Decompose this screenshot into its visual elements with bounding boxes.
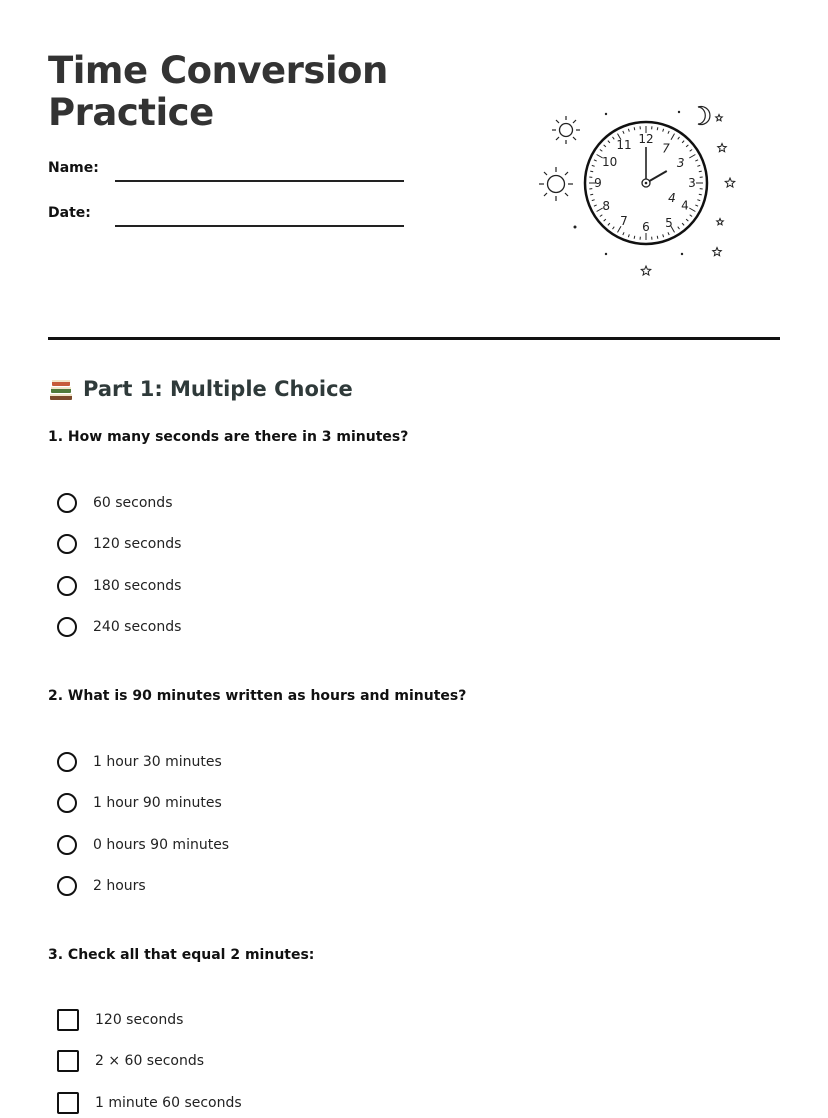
name-field[interactable] <box>115 180 404 182</box>
q2-option-a[interactable] <box>57 750 222 774</box>
clock-numeral: 7 <box>662 141 670 156</box>
clock-numeral: 10 <box>601 155 618 169</box>
date-field[interactable] <box>115 225 404 227</box>
clock-tick <box>634 236 635 239</box>
radio-button[interactable] <box>57 493 77 513</box>
star-icon <box>713 248 722 256</box>
section-divider <box>48 337 780 340</box>
option-label: 60 seconds <box>93 495 173 511</box>
moon-icon <box>698 107 710 125</box>
option-label: 2 × 60 seconds <box>95 1053 205 1069</box>
worksheet-title-line-1: Time Conversion <box>48 49 388 92</box>
clock-numeral: 11 <box>616 137 632 152</box>
option-label: 2 hours <box>93 878 146 894</box>
option-label: 1 hour 30 minutes <box>93 754 222 770</box>
clock-numeral: 4 <box>681 198 689 213</box>
star-icon <box>725 178 735 187</box>
star-icon <box>716 115 723 121</box>
sun-icon <box>539 167 573 201</box>
checkbox[interactable] <box>57 1050 79 1072</box>
worksheet-title <box>48 50 388 134</box>
date-label: Date: <box>48 205 91 221</box>
name-label: Name: <box>48 160 99 176</box>
clock-numeral: 3 <box>688 176 696 190</box>
radio-button[interactable] <box>57 576 77 596</box>
sun-icon <box>552 116 580 144</box>
star-icon <box>717 219 724 225</box>
section-1-title: Part 1: Multiple Choice <box>83 377 353 401</box>
q1-option-b[interactable] <box>57 532 181 556</box>
clock-tick <box>590 194 593 195</box>
radio-button[interactable] <box>57 534 77 554</box>
option-label: 180 seconds <box>93 578 182 594</box>
clock-tick <box>699 194 702 195</box>
radio-button[interactable] <box>57 752 77 772</box>
q2-option-b[interactable] <box>57 791 222 815</box>
clock-numeral: 7 <box>620 214 628 229</box>
books-icon <box>48 376 74 402</box>
question-3: 3. Check all that equal 2 minutes: <box>48 947 315 963</box>
radio-button[interactable] <box>57 835 77 855</box>
clock-numeral: 9 <box>594 176 602 190</box>
question-2: 2. What is 90 minutes written as hours and minutes? <box>48 688 467 704</box>
worksheet-title-line-2: Practice <box>48 91 214 134</box>
radio-button[interactable] <box>57 793 77 813</box>
option-label: 120 seconds <box>93 536 182 552</box>
q3-option-b[interactable] <box>57 1049 204 1073</box>
star-icon <box>641 266 651 275</box>
question-1: 1. How many seconds are there in 3 minutes? <box>48 429 409 445</box>
clock-illustration <box>528 100 748 284</box>
q1-option-d[interactable] <box>57 615 181 639</box>
option-label: 0 hours 90 minutes <box>93 837 230 853</box>
option-label: 120 seconds <box>95 1012 184 1028</box>
clock-numeral: 6 <box>642 220 650 234</box>
checkbox[interactable] <box>57 1009 79 1031</box>
q3-option-a[interactable] <box>57 1008 183 1032</box>
q1-option-a[interactable] <box>57 491 173 515</box>
radio-button[interactable] <box>57 617 77 637</box>
clock-tick <box>699 171 702 172</box>
radio-button[interactable] <box>57 876 77 896</box>
clock-numeral: 12 <box>638 132 654 146</box>
clock-tick <box>590 171 593 172</box>
clock-tick <box>657 236 658 239</box>
clock-numeral: 4 <box>668 191 676 205</box>
star-icon <box>718 144 727 152</box>
clock-numeral: 8 <box>602 199 610 213</box>
clock-numeral: 3 <box>676 156 685 170</box>
checkbox[interactable] <box>57 1092 79 1114</box>
clock-tick <box>657 127 658 130</box>
q1-option-c[interactable] <box>57 574 181 598</box>
clock-numeral: 5 <box>665 215 673 230</box>
option-label: 1 hour 90 minutes <box>93 795 222 811</box>
option-label: 240 seconds <box>93 619 182 635</box>
q2-option-c[interactable] <box>57 833 229 857</box>
q2-option-d[interactable] <box>57 874 146 898</box>
clock-tick <box>634 127 635 130</box>
q3-option-c[interactable] <box>57 1091 242 1115</box>
option-label: 1 minute 60 seconds <box>95 1095 242 1111</box>
section-1-heading <box>48 374 353 404</box>
